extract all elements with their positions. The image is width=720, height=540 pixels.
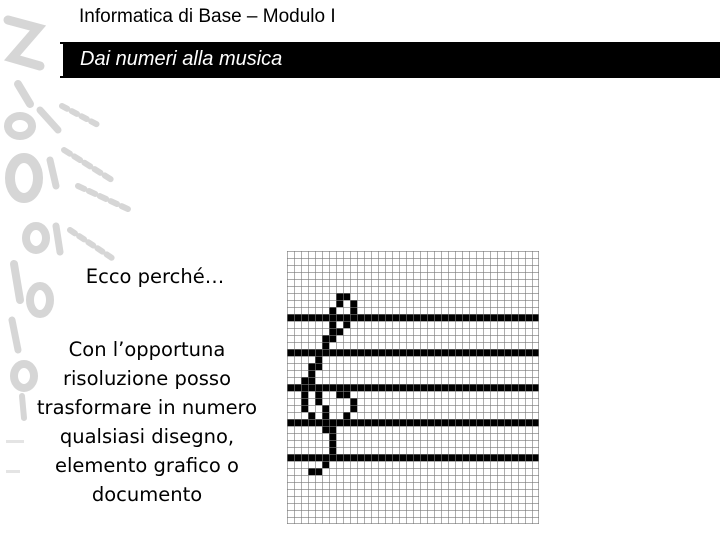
clef-pixel xyxy=(315,391,322,398)
clef-pixel xyxy=(336,391,343,398)
clef-pixel xyxy=(308,412,315,419)
clef-pixel xyxy=(350,307,357,314)
clef-pixel xyxy=(329,447,336,454)
clef-pixel xyxy=(329,433,336,440)
clef-pixel xyxy=(336,300,343,307)
clef-pixel xyxy=(336,293,343,300)
clef-pixel xyxy=(322,405,329,412)
intro-text: Ecco perché… xyxy=(85,265,225,288)
clef-pixel xyxy=(301,384,308,391)
clef-pixel xyxy=(322,426,329,433)
clef-pixel xyxy=(301,391,308,398)
clef-pixel xyxy=(336,419,343,426)
clef-pixel xyxy=(329,384,336,391)
clef-pixel xyxy=(329,321,336,328)
clef-pixel xyxy=(343,293,350,300)
clef-pixel xyxy=(322,461,329,468)
clef-pixel xyxy=(308,370,315,377)
clef-pixel xyxy=(301,398,308,405)
clef-pixel xyxy=(322,335,329,342)
clef-pixel xyxy=(329,426,336,433)
clef-pixel xyxy=(322,384,329,391)
clef-pixel xyxy=(336,328,343,335)
explanation-line: qualsiasi disegno, xyxy=(59,425,235,448)
clef-pixel xyxy=(315,468,322,475)
explanation-line: Con l’opportuna xyxy=(68,338,226,361)
clef-pixel xyxy=(329,307,336,314)
clef-pixel xyxy=(329,440,336,447)
clef-pixel xyxy=(350,405,357,412)
clef-pixel xyxy=(350,398,357,405)
treble-clef-pixel-grid xyxy=(287,251,541,528)
explanation-line: risoluzione posso xyxy=(63,367,231,390)
clef-pixel xyxy=(329,419,336,426)
clef-pixel xyxy=(350,300,357,307)
clef-pixel xyxy=(329,335,336,342)
explanation-text xyxy=(22,335,272,509)
clef-pixel xyxy=(322,349,329,356)
clef-pixel xyxy=(315,363,322,370)
clef-pixel xyxy=(329,314,336,321)
course-title: Informatica di Base – Modulo I xyxy=(79,6,336,27)
clef-pixel xyxy=(350,314,357,321)
clef-pixel xyxy=(322,412,329,419)
title-bar-edge xyxy=(60,44,63,76)
clef-pixel xyxy=(315,356,322,363)
clef-pixel xyxy=(301,405,308,412)
clef-pixel xyxy=(315,398,322,405)
clef-pixel xyxy=(315,349,322,356)
clef-pixel xyxy=(308,377,315,384)
slide-title: Dai numeri alla musica xyxy=(80,48,283,70)
explanation-line: elemento grafico o xyxy=(55,454,239,477)
explanation-line: documento xyxy=(91,483,203,506)
clef-pixel xyxy=(308,468,315,475)
explanation-line: trasformare in numero xyxy=(36,396,258,419)
clef-pixel xyxy=(322,342,329,349)
clef-pixel xyxy=(343,412,350,419)
clef-pixel xyxy=(315,419,322,426)
clef-pixel xyxy=(329,328,336,335)
clef-pixel xyxy=(343,391,350,398)
clef-pixel xyxy=(322,454,329,461)
clef-pixel xyxy=(301,377,308,384)
clef-pixel xyxy=(308,363,315,370)
clef-pixel xyxy=(343,321,350,328)
